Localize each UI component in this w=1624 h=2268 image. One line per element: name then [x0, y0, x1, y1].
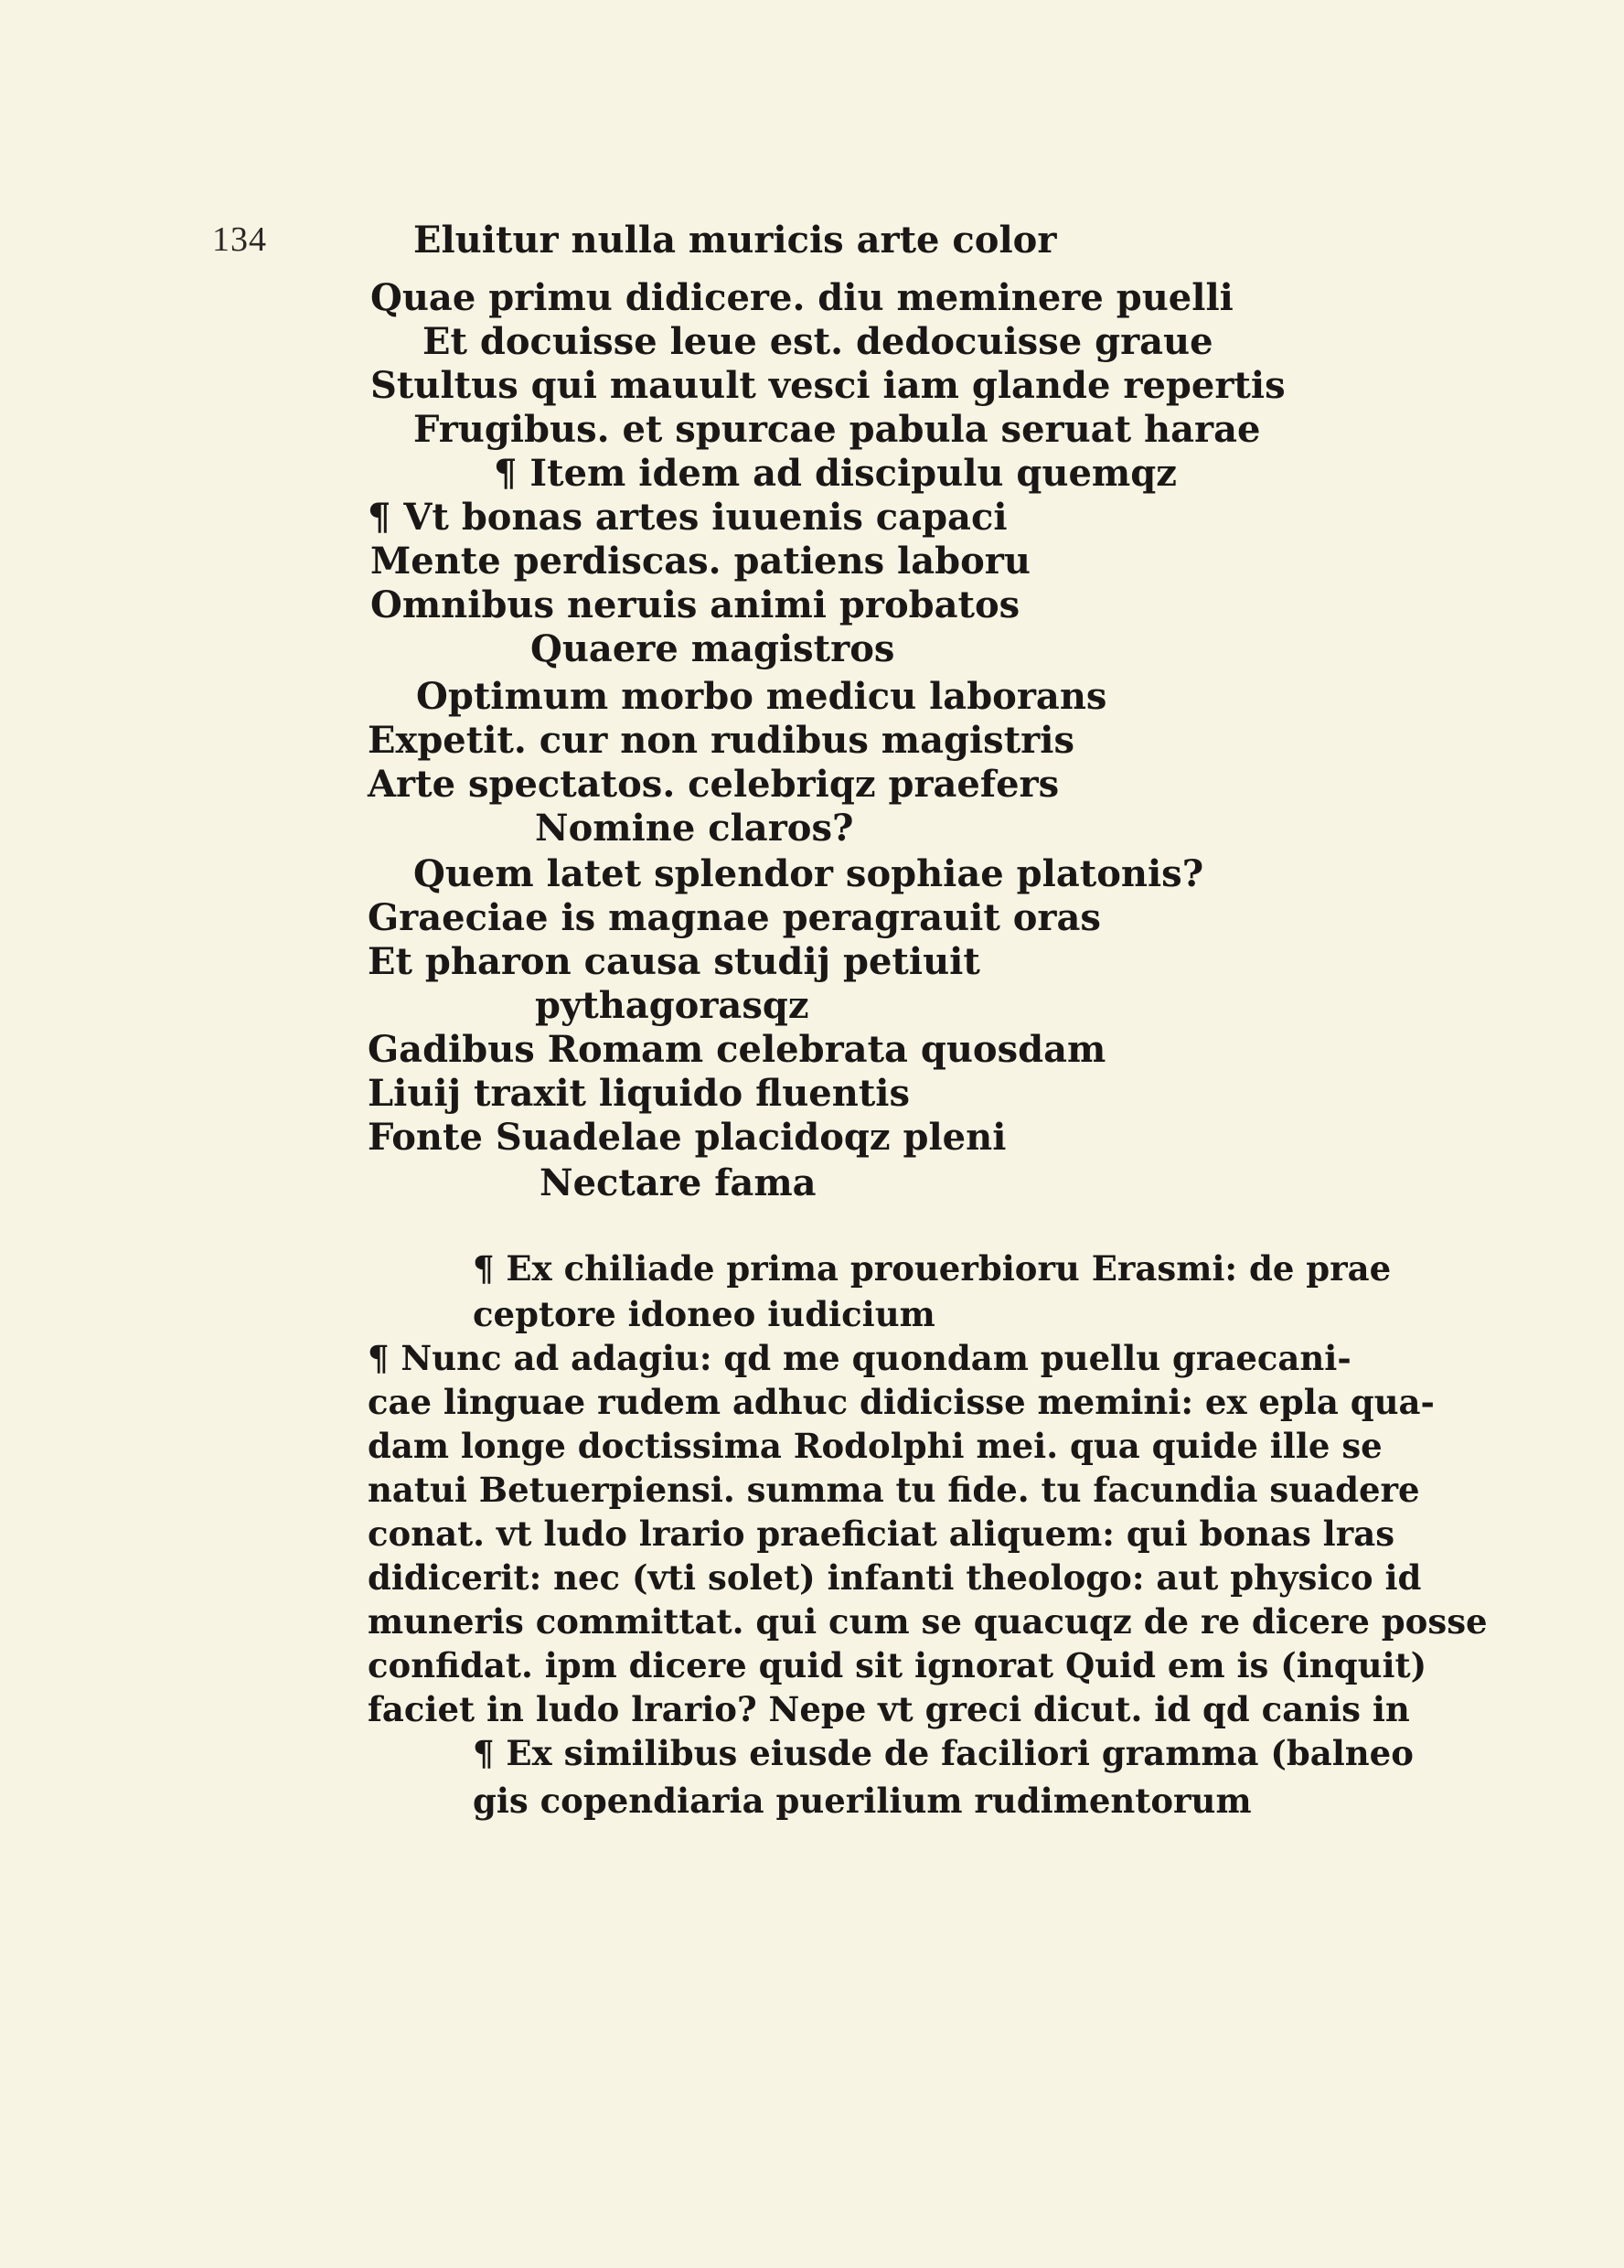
- verse-line: Stultus qui mauult vesci iam glande repertis: [370, 364, 1286, 407]
- prose-line: confidat. ipm dicere quid sit ignorat Quid em is (inquit): [368, 1645, 1427, 1685]
- verse-line: Mente perdiscas. patiens laboru: [370, 540, 1031, 583]
- verse-line: pythagorasqz: [535, 984, 809, 1027]
- verse-line: Nomine claros?: [535, 807, 854, 850]
- prose-line: ¶ Nunc ad adagiu: qd me quondam puellu graecani-: [368, 1338, 1352, 1378]
- prose-line: faciet in ludo lrario? Nepe vt greci dicut. id qd canis in: [368, 1689, 1410, 1729]
- verse-line: Liuij traxit liquido fluentis: [368, 1072, 911, 1115]
- verse-line: Gadibus Romam celebrata quosdam: [368, 1028, 1106, 1071]
- verse-line: Graeciae is magnae peragrauit oras: [368, 896, 1101, 939]
- prose-line: didicerit: nec (vti solet) infanti theologo: aut physico id: [368, 1557, 1422, 1598]
- verse-line: Quaere magistros: [530, 627, 895, 670]
- prose-line: muneris committat. qui cum se quacuqz de re dicere posse: [368, 1601, 1488, 1642]
- verse-line: Quem latet splendor sophiae platonis?: [413, 852, 1204, 895]
- verse-line: Et pharon causa studij petiuit: [368, 940, 980, 983]
- prose-line: gis copendiaria puerilium rudimentorum: [473, 1781, 1252, 1821]
- verse-line: Arte spectatos. celebriqz praefers: [368, 763, 1060, 806]
- prose-line: ceptore idoneo iudicium: [473, 1294, 935, 1334]
- verse-line: Omnibus neruis animi probatos: [370, 583, 1020, 626]
- section-heading: ¶ Ex similibus eiusde de faciliori gramma (balneo: [473, 1733, 1414, 1773]
- prose-line: natui Betuerpiensi. summa tu fide. tu facundia suadere: [368, 1470, 1420, 1510]
- verse-line: Optimum morbo medicu laborans: [416, 675, 1107, 718]
- prose-line: dam longe doctissima Rodolphi mei. qua quide ille se: [368, 1426, 1383, 1466]
- page-number: 134: [212, 220, 267, 259]
- verse-line: Nectare fama: [540, 1161, 817, 1204]
- verse-line: ¶ Vt bonas artes iuuenis capaci: [368, 496, 1008, 539]
- verse-line: Et docuisse leue est. dedocuisse graue: [422, 320, 1213, 363]
- verse-line: Fonte Suadelae placidoqz pleni: [368, 1116, 1007, 1159]
- verse-line: Expetit. cur non rudibus magistris: [368, 719, 1074, 762]
- verse-line: Eluitur nulla muricis arte color: [413, 219, 1057, 262]
- verse-line: Quae primu didicere. diu meminere puelli: [370, 276, 1234, 319]
- verse-line: Frugibus. et spurcae pabula seruat harae: [413, 408, 1261, 451]
- prose-line: conat. vt ludo lrario praeficiat aliquem: qui bonas lras: [368, 1514, 1395, 1554]
- prose-line: cae linguae rudem adhuc didicisse memini: ex epla qua-: [368, 1382, 1435, 1422]
- section-heading: ¶ Ex chiliade prima prouerbioru Erasmi: de prae: [473, 1248, 1392, 1289]
- section-heading: ¶ Item idem ad discipulu quemqz: [494, 452, 1177, 495]
